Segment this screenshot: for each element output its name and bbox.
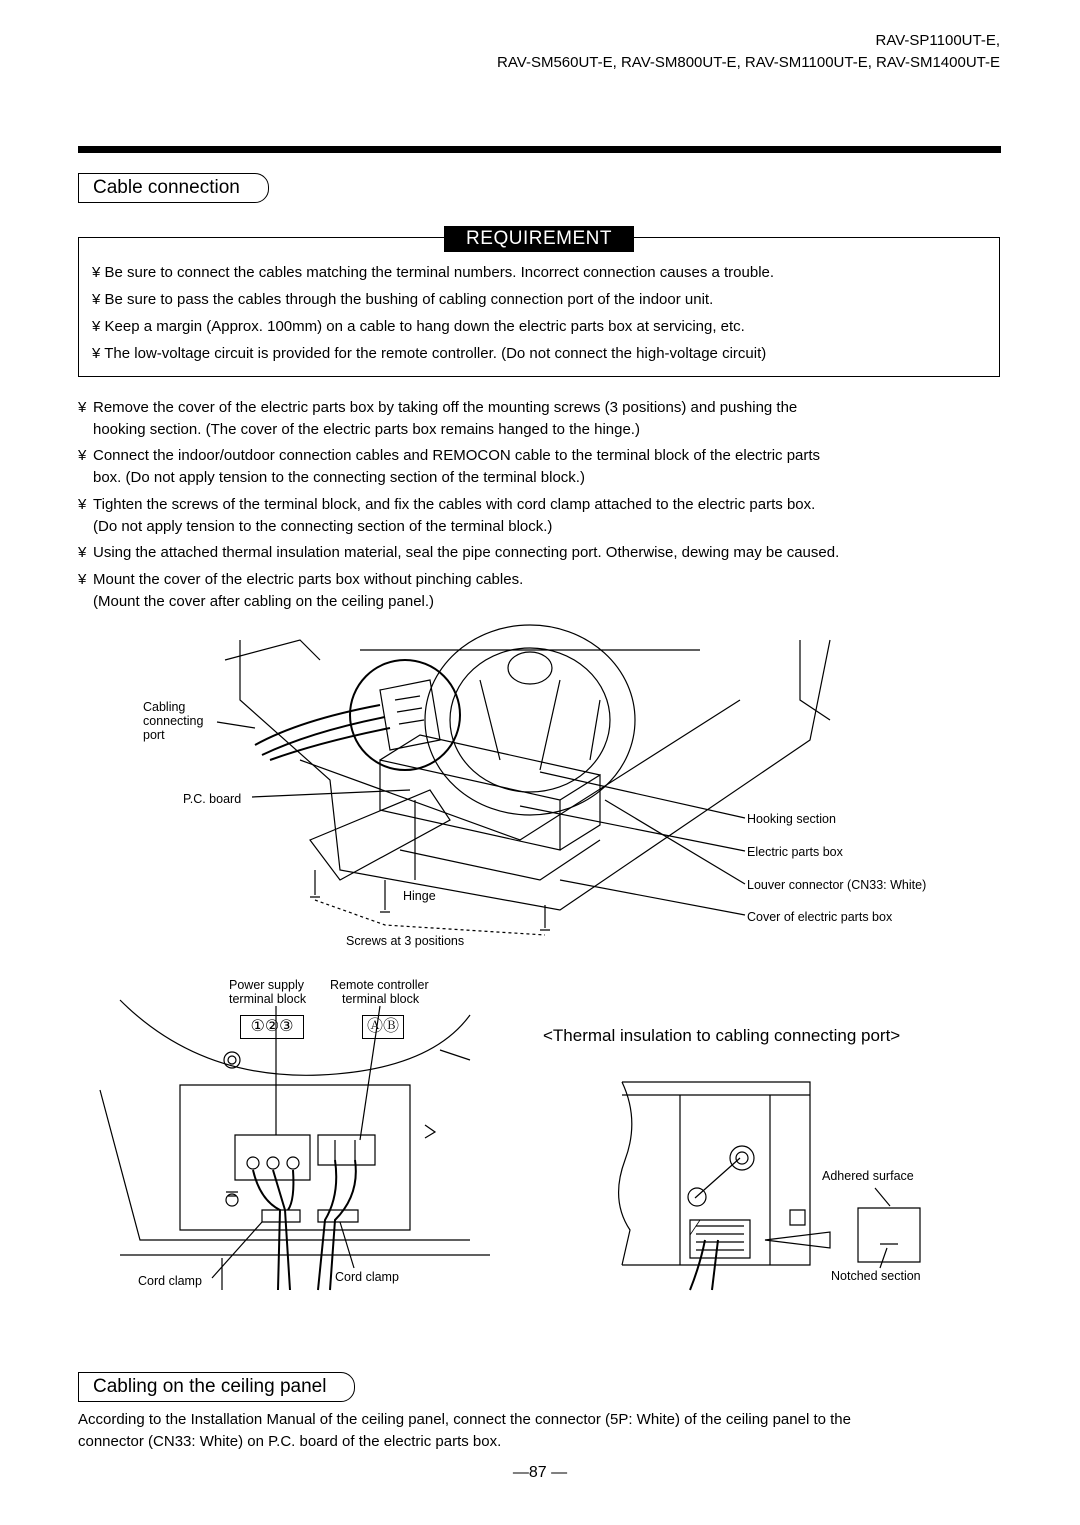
model-header-line1: RAV-SP1100UT-E, bbox=[875, 32, 1000, 49]
bullet-symbol: ¥ bbox=[92, 318, 101, 335]
requirement-text: Be sure to pass the cables through the bushing of cabling connection port of the indoor unit. bbox=[104, 291, 714, 308]
thermal-insulation-title: <Thermal insulation to cabling connecting port> bbox=[543, 1026, 901, 1045]
label-cord-clamp-right: Cord clamp bbox=[335, 1270, 399, 1284]
ceiling-panel-line: According to the Installation Manual of the ceiling panel, connect the connector (5P: White) of the ceiling panel to the bbox=[78, 1411, 851, 1428]
step-line: Connect the indoor/outdoor connection cables and REMOCON cable to the terminal block of the electric parts bbox=[93, 447, 821, 464]
step-line: Using the attached thermal insulation material, seal the pipe connecting port. Otherwise, dewing may be caused. bbox=[93, 544, 840, 561]
step-line: box. (Do not apply tension to the connecting section of the terminal block.) bbox=[93, 469, 585, 486]
step-line: Tighten the screws of the terminal block, and fix the cables with cord clamp attached to the electric parts box. bbox=[93, 496, 816, 513]
bullet-symbol: ¥ bbox=[92, 345, 101, 362]
ceiling-panel-line: connector (CN33: White) on P.C. board of the electric parts box. bbox=[78, 1433, 502, 1450]
requirement-text: Be sure to connect the cables matching the terminal numbers. Incorrect connection causes a trouble. bbox=[104, 264, 775, 281]
step-line: Remove the cover of the electric parts box by taking off the mounting screws (3 positions) and pushing the bbox=[93, 399, 798, 416]
bullet-symbol: ¥ bbox=[78, 496, 87, 513]
bullet-symbol: ¥ bbox=[78, 447, 87, 464]
bullet-symbol: ¥ bbox=[92, 291, 101, 308]
label-electric-parts-box: Electric parts box bbox=[747, 845, 843, 859]
power-terminal-numbers: ①②③ bbox=[240, 1015, 304, 1039]
bullet-symbol: ¥ bbox=[78, 544, 87, 561]
label-screws: Screws at 3 positions bbox=[346, 934, 465, 948]
label-cabling-port-2: connecting bbox=[143, 714, 204, 728]
requirement-text: The low-voltage circuit is provided for the remote controller. (Do not connect the high-voltage circuit) bbox=[104, 345, 767, 362]
label-pc-board: P.C. board bbox=[183, 792, 242, 806]
requirement-label: REQUIREMENT bbox=[444, 226, 634, 252]
step-line: hooking section. (The cover of the electric parts box remains hanged to the hinge.) bbox=[93, 421, 640, 438]
section-title-ceiling-panel: Cabling on the ceiling panel bbox=[78, 1372, 355, 1402]
step-line: (Do not apply tension to the connecting section of the terminal block.) bbox=[93, 518, 553, 535]
step-line: (Mount the cover after cabling on the ceiling panel.) bbox=[93, 593, 435, 610]
label-remote-controller-2: terminal block bbox=[342, 992, 420, 1006]
label-power-supply-1: Power supply bbox=[229, 978, 305, 992]
ceiling-panel-text bbox=[78, 1409, 1006, 1453]
label-hinge: Hinge bbox=[403, 889, 436, 903]
label-remote-controller-1: Remote controller bbox=[330, 978, 429, 992]
bullet-symbol: ¥ bbox=[92, 264, 101, 281]
section-title-cable-connection: Cable connection bbox=[78, 173, 269, 203]
label-louver-connector: Louver connector (CN33: White) bbox=[747, 878, 927, 892]
requirement-text: Keep a margin (Approx. 100mm) on a cable to hang down the electric parts box at servicing, etc. bbox=[104, 318, 745, 335]
label-cabling-port-3: port bbox=[143, 728, 165, 742]
step-line: Mount the cover of the electric parts box without pinching cables. bbox=[93, 571, 524, 588]
label-cord-clamp-left: Cord clamp bbox=[138, 1274, 202, 1288]
page-number: —87 — bbox=[512, 1464, 568, 1481]
label-cover-box: Cover of electric parts box bbox=[747, 910, 893, 924]
label-hooking-section: Hooking section bbox=[747, 812, 836, 826]
remote-terminal-letters: ⒶⒷ bbox=[362, 1015, 404, 1039]
bullet-symbol: ¥ bbox=[78, 571, 87, 588]
label-adhered-surface: Adhered surface bbox=[822, 1169, 914, 1183]
label-power-supply-2: terminal block bbox=[229, 992, 307, 1006]
model-header-line2: RAV-SM560UT-E, RAV-SM800UT-E, RAV-SM1100UT-E, RAV-SM1400UT-E bbox=[497, 54, 1000, 71]
label-notched-section: Notched section bbox=[831, 1269, 921, 1283]
bullet-symbol: ¥ bbox=[78, 399, 87, 416]
label-cabling-port-1: Cabling bbox=[143, 700, 186, 714]
